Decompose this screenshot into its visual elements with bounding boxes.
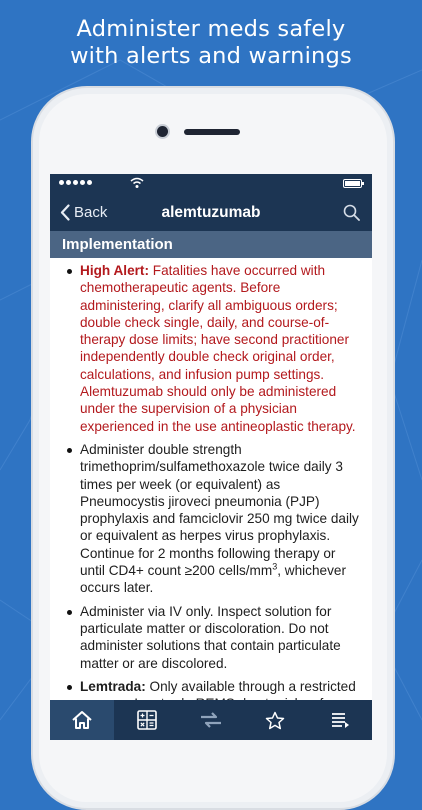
tab-bar [50, 700, 372, 740]
tab-contents[interactable] [308, 700, 372, 740]
tab-calculator[interactable] [114, 700, 178, 740]
wifi-icon [130, 177, 144, 189]
list-item-iv-only [80, 603, 362, 672]
tab-interactions[interactable] [179, 700, 243, 740]
phone-camera [157, 126, 168, 137]
calculator-icon [137, 710, 157, 730]
headline-line-1: Administer meds safely [76, 16, 346, 42]
signal-icon [59, 180, 92, 185]
chevron-left-icon [60, 204, 70, 221]
swap-arrows-icon [199, 711, 223, 729]
app-screen [50, 174, 372, 740]
high-alert-text: Fatalities have occurred with chemotherapeutic agents. Before administering, clarify all ambiguous orders; double check single, daily, and course-of-therapy dose limits; have second practitioner independently double check original order, calculations, and infusion pump settings. Alemtuzumab should only be administered under the supervision of a physician experienced in the use antineoplastic therapy. [80, 263, 356, 434]
lemtrada-label: Lemtrada: [80, 678, 146, 694]
list-item-prophylaxis [80, 441, 362, 597]
home-icon [71, 710, 93, 730]
back-button[interactable] [60, 194, 107, 231]
prophylaxis-text-end: , whichever occurs later. [80, 563, 346, 596]
back-label: Back [74, 204, 108, 221]
tab-home[interactable] [50, 700, 114, 740]
lemtrada-text: Only available through a restricted [149, 678, 356, 694]
iv-only-text: Administer via IV only. Inspect solution for particulate matter or discoloration. Do not administer solutions that contain particulate matter or are discolored. [80, 603, 341, 671]
prophylaxis-text: Administer double strength trimethoprim/sulfamethoxazole twice daily 3 times per week (or equivalent) as Pneumocystis jiroveci pneumonia (PJP) prophylaxis and famciclovir 250 mg twice daily or equivalent as herpes virus prophylaxis. Continue for 2 months following therapy or until CD4+ count ≥200 cells/mm [80, 441, 359, 579]
list-item-high-alert [80, 262, 362, 435]
promo-headline [0, 16, 422, 70]
tab-favorites[interactable] [243, 700, 307, 740]
phone-speaker [184, 129, 240, 135]
monograph-content [50, 258, 372, 730]
search-icon[interactable] [343, 204, 360, 221]
list-icon [330, 711, 350, 729]
battery-icon [343, 179, 362, 188]
star-icon [265, 711, 285, 730]
nav-bar [50, 194, 372, 231]
page-title: alemtuzumab [161, 203, 261, 221]
headline-line-2: with alerts and warnings [70, 43, 352, 69]
section-header: Implementation [50, 231, 372, 258]
status-bar [50, 174, 372, 194]
superscript: 3 [272, 561, 278, 572]
high-alert-label: High Alert: [80, 263, 149, 278]
